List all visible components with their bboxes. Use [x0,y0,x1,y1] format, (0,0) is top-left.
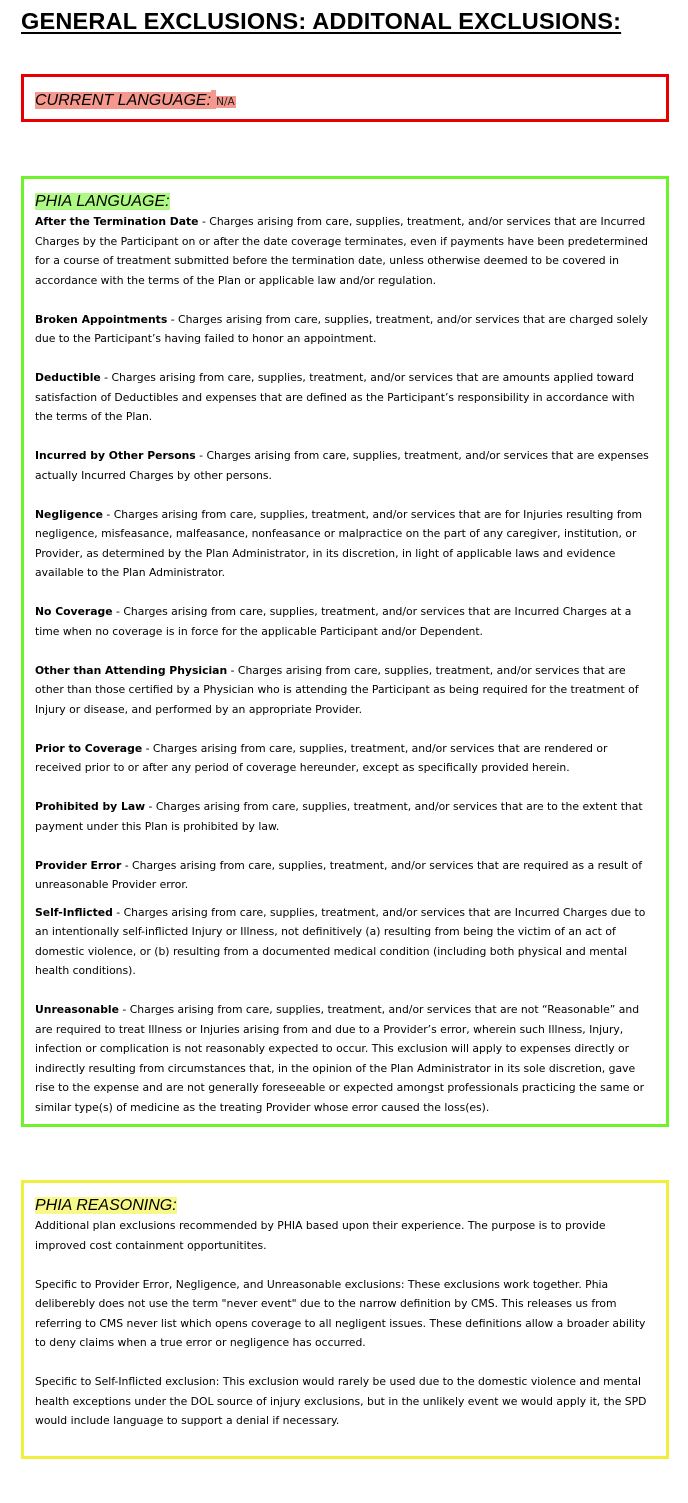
exclusion-text: - Charges arising from care, supplies, treatment, and/or services that are required as a result of unreasonable Provider error. [35,858,643,891]
exclusion-item [35,602,655,641]
current-language-label: CURRENT LANGUAGE: [35,92,212,109]
exclusion-text: - Charges arising from care, supplies, treatment, and/or services that are amounts applied toward satisfaction of Deductibles and expenses that are defined as the Participant’s responsibility in accordance with the terms of the Plan. [35,371,635,423]
exclusion-item [35,505,655,583]
exclusion-item [35,903,655,981]
reasoning-paragraph: Specific to Provider Error, Negligence, and Unreasonable exclusions: These exclusions work together. Phia deliberebly does not use the term "never event" due to the narrow definition by CMS. This releases us from referring to CMS never list which opens coverage to all negligent issues. These definitions allow a broader ability to deny claims when a true error or negligence has occurred. [35,1277,646,1349]
exclusion-term: No Coverage [35,605,113,618]
current-language-value: N/A [216,96,235,108]
phia-language-heading [35,192,655,211]
current-language-line [35,90,236,110]
exclusion-term: Self-Inflicted [35,905,113,919]
exclusion-text: - Charges arising from care, supplies, treatment, and/or services that are charged solely due to the Participant’s having failed to honor an appointment. [35,312,648,345]
phia-language-box [21,176,669,1127]
exclusion-term: After the Termination Date [35,215,199,228]
phia-language-label: PHIA LANGUAGE: [35,193,170,210]
exclusion-item [35,661,655,720]
exclusion-term: Other than Attending Physician [35,663,228,677]
exclusion-term: Provider Error [35,858,122,872]
exclusion-term: Negligence [35,507,103,521]
page-title: GENERAL EXCLUSIONS: ADDITONAL EXCLUSIONS: [21,8,622,34]
current-language-box [21,74,669,122]
exclusion-item [35,310,655,349]
exclusion-text: - Charges arising from care, supplies, treatment, and/or services that are expenses actually Incurred Charges by other persons. [35,449,649,482]
exclusion-text: - Charges arising from care, supplies, treatment, and/or services that are other than those certified by a Physician who is attending the Participant as being required for the treatment of Injury or disease, and performed by an appropriate Provider. [35,663,639,716]
exclusion-item [35,212,655,290]
exclusion-term: Unreasonable [35,1003,119,1016]
exclusion-item [35,446,655,485]
exclusion-item [35,739,655,778]
exclusion-item [35,1000,655,1117]
exclusion-text: - Charges arising from care, supplies, treatment, and/or services that are for Injuries resulting from negligence, misfeasance, malfeasance, nonfeasance or malpractice on the part of any caregiver, institution, or Provider, as determined by the Plan Administrator, in its discretion, in light of applicable laws and evidence available to the Plan Administrator. [35,507,642,579]
exclusion-text: - Charges arising from care, supplies, treatment, and/or services that are Incurred Charges at a time when no coverage is in force for the applicable Participant and/or Dependent. [35,605,632,638]
exclusion-term: Incurred by Other Persons [35,449,196,462]
reasoning-paragraph: Additional plan exclusions recommended by PHIA based upon their experience. The purpose is to provide improved cost containment opportunitites. [35,1219,606,1252]
exclusion-text: - Charges arising from care, supplies, treatment, and/or services that are to the extent that payment under this Plan is prohibited by law. [35,800,643,833]
exclusion-text: - Charges arising from care, supplies, treatment, and/or services that are Incurred Charges by the Participant on or after the date coverage terminates, even if payments have been predetermined for a course of treatment submitted before the termination date, unless otherwise deemed to be covered in accordance with the terms of the Plan or applicable law and/or regulation. [35,215,648,287]
exclusion-item [35,797,655,836]
exclusion-term: Broken Appointments [35,312,168,326]
phia-reasoning-heading [35,1196,655,1215]
phia-reasoning-box [21,1180,669,1459]
exclusion-item [35,856,655,895]
exclusion-term: Deductible [35,371,101,384]
exclusion-term: Prohibited by Law [35,800,146,813]
exclusion-text: - Charges arising from care, supplies, treatment, and/or services that are not “Reasonable” and are required to treat Illness or Injuries arising from and due to a Provider’s error, wherein such Illness, Injury, infection or complication is not reasonably expected to occur. This exclusion will apply to expenses directly or indirectly resulting from circumstances that, in the opinion of the Plan Administrator in its sole discretion, gave rise to the expense and are not generally foreseeable or expected amongst professionals practicing the same or similar type(s) of medicine as the treating Provider whose error caused the loss(es). [35,1003,645,1114]
reasoning-paragraph: Specific to Self-Inflicted exclusion: This exclusion would rarely be used due to the domestic violence and mental health exceptions under the DOL source of injury exclusions, but in the unlikely event we would apply it, the SPD would include language to support a denial if necessary. [35,1375,647,1427]
exclusion-text: - Charges arising from care, supplies, treatment, and/or services that are Incurred Charges due to an intentionally self-inflicted Injury or Illness, not definitively (a) resulting from being the victim of an act of domestic violence, or (b) resulting from a documented medical condition (including both physical and mental health conditions). [35,905,646,977]
reasoning-list [35,1216,655,1431]
exclusion-term: Prior to Coverage [35,741,143,755]
exclusion-item [35,368,655,427]
phia-reasoning-label: PHIA REASONING: [35,1197,177,1214]
exclusion-list [35,212,655,1117]
exclusion-text: - Charges arising from care, supplies, treatment, and/or services that are rendered or received prior to or after any period of coverage hereunder, except as specifically provided herein. [35,741,608,774]
